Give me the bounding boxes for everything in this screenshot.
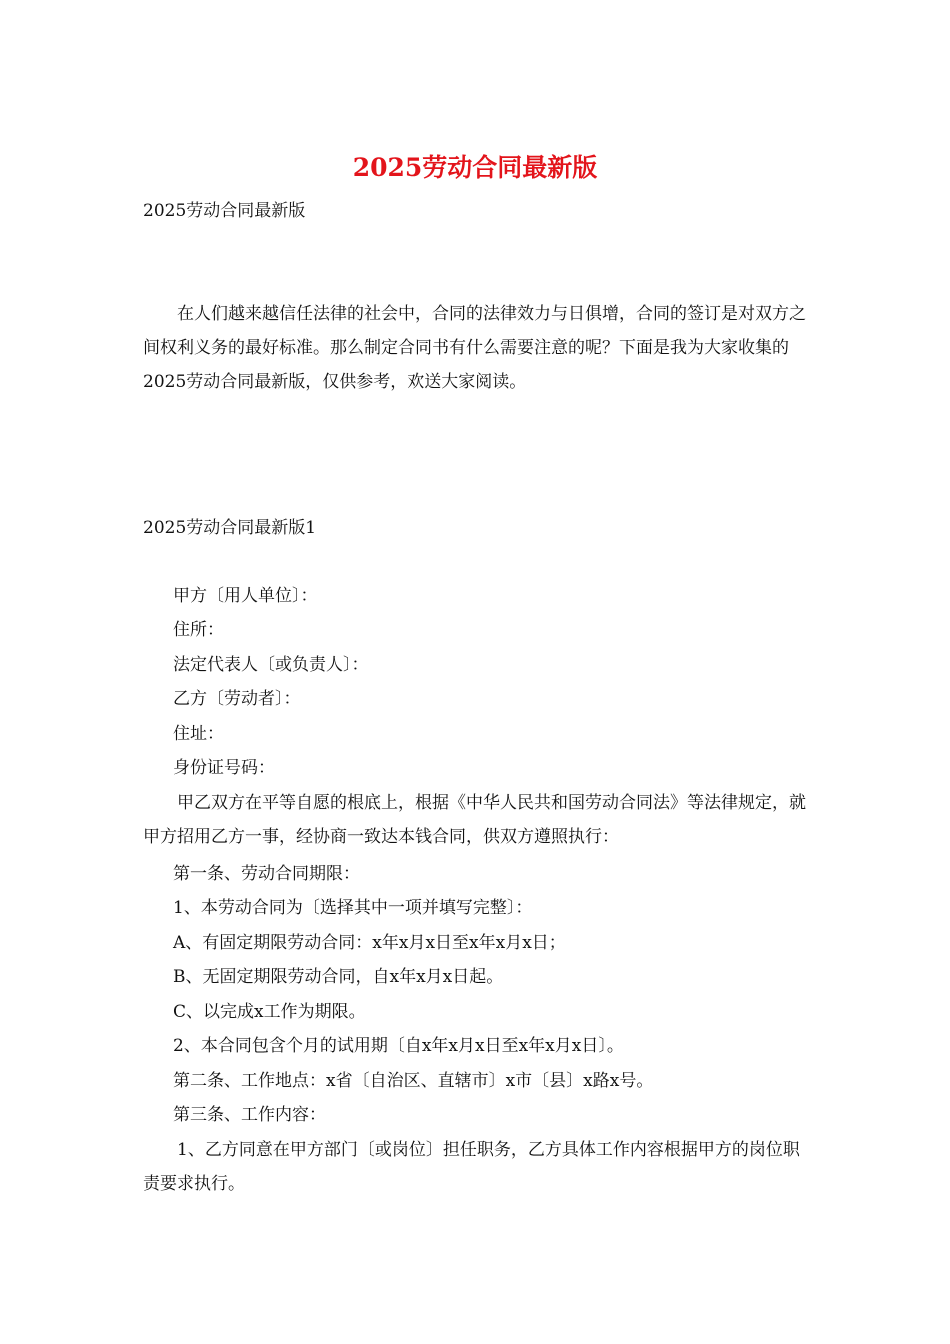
legal-rep-line: 法定代表人〔或负责人〕： [173,655,369,675]
document-subtitle: 2025劳动合同最新版 [143,201,306,221]
address-a-line: 住所： [173,620,224,640]
article-2-line: 第二条、工作地点：x省〔自治区、直辖市〕x市〔县〕x路x号。 [173,1071,654,1091]
party-a-line: 甲方〔用人单位〕： [173,586,318,606]
preamble-paragraph: 甲乙双方在平等自愿的根底上，根据《中华人民共和国劳动合同法》等法律规定，就甲方招用乙方一事，经协商一致达本钱合同，供双方遵照执行： [143,793,806,847]
intro-paragraph: 在人们越来越信任法律的社会中，合同的法律效力与日俱增，合同的签订是对双方之间权利义务的最好标准。那么制定合同书有什么需要注意的呢？下面是我为大家收集的2025劳动合同最新版，仅供参考，欢送大家阅读。 [143,304,806,392]
article-1-item-2: 2、本合同包含个月的试用期〔自x年x月x日至x年x月x日〕。 [173,1036,624,1056]
article-3-item-1: 1、乙方同意在甲方部门〔或岗位〕担任职务，乙方具体工作内容根据甲方的岗位职责要求执行。 [143,1140,800,1194]
article-1-heading: 第一条、劳动合同期限： [173,864,360,884]
address-b-line: 住址： [173,724,224,744]
id-number-line: 身份证号码： [173,758,275,778]
option-a-line: A、有固定期限劳动合同：x年x月x日至x年x月x日； [173,933,566,953]
document-title: 2025劳动合同最新版 [352,153,598,182]
article-3-heading: 第三条、工作内容： [173,1105,326,1125]
article-1-item-1: 1、本劳动合同为〔选择其中一项并填写完整〕： [173,898,533,918]
section-heading: 2025劳动合同最新版1 [143,518,317,538]
option-b-line: B、无固定期限劳动合同，自x年x月x日起。 [173,967,504,987]
option-c-line: C、以完成x工作为期限。 [173,1002,366,1022]
party-b-line: 乙方〔劳动者〕： [173,689,301,709]
